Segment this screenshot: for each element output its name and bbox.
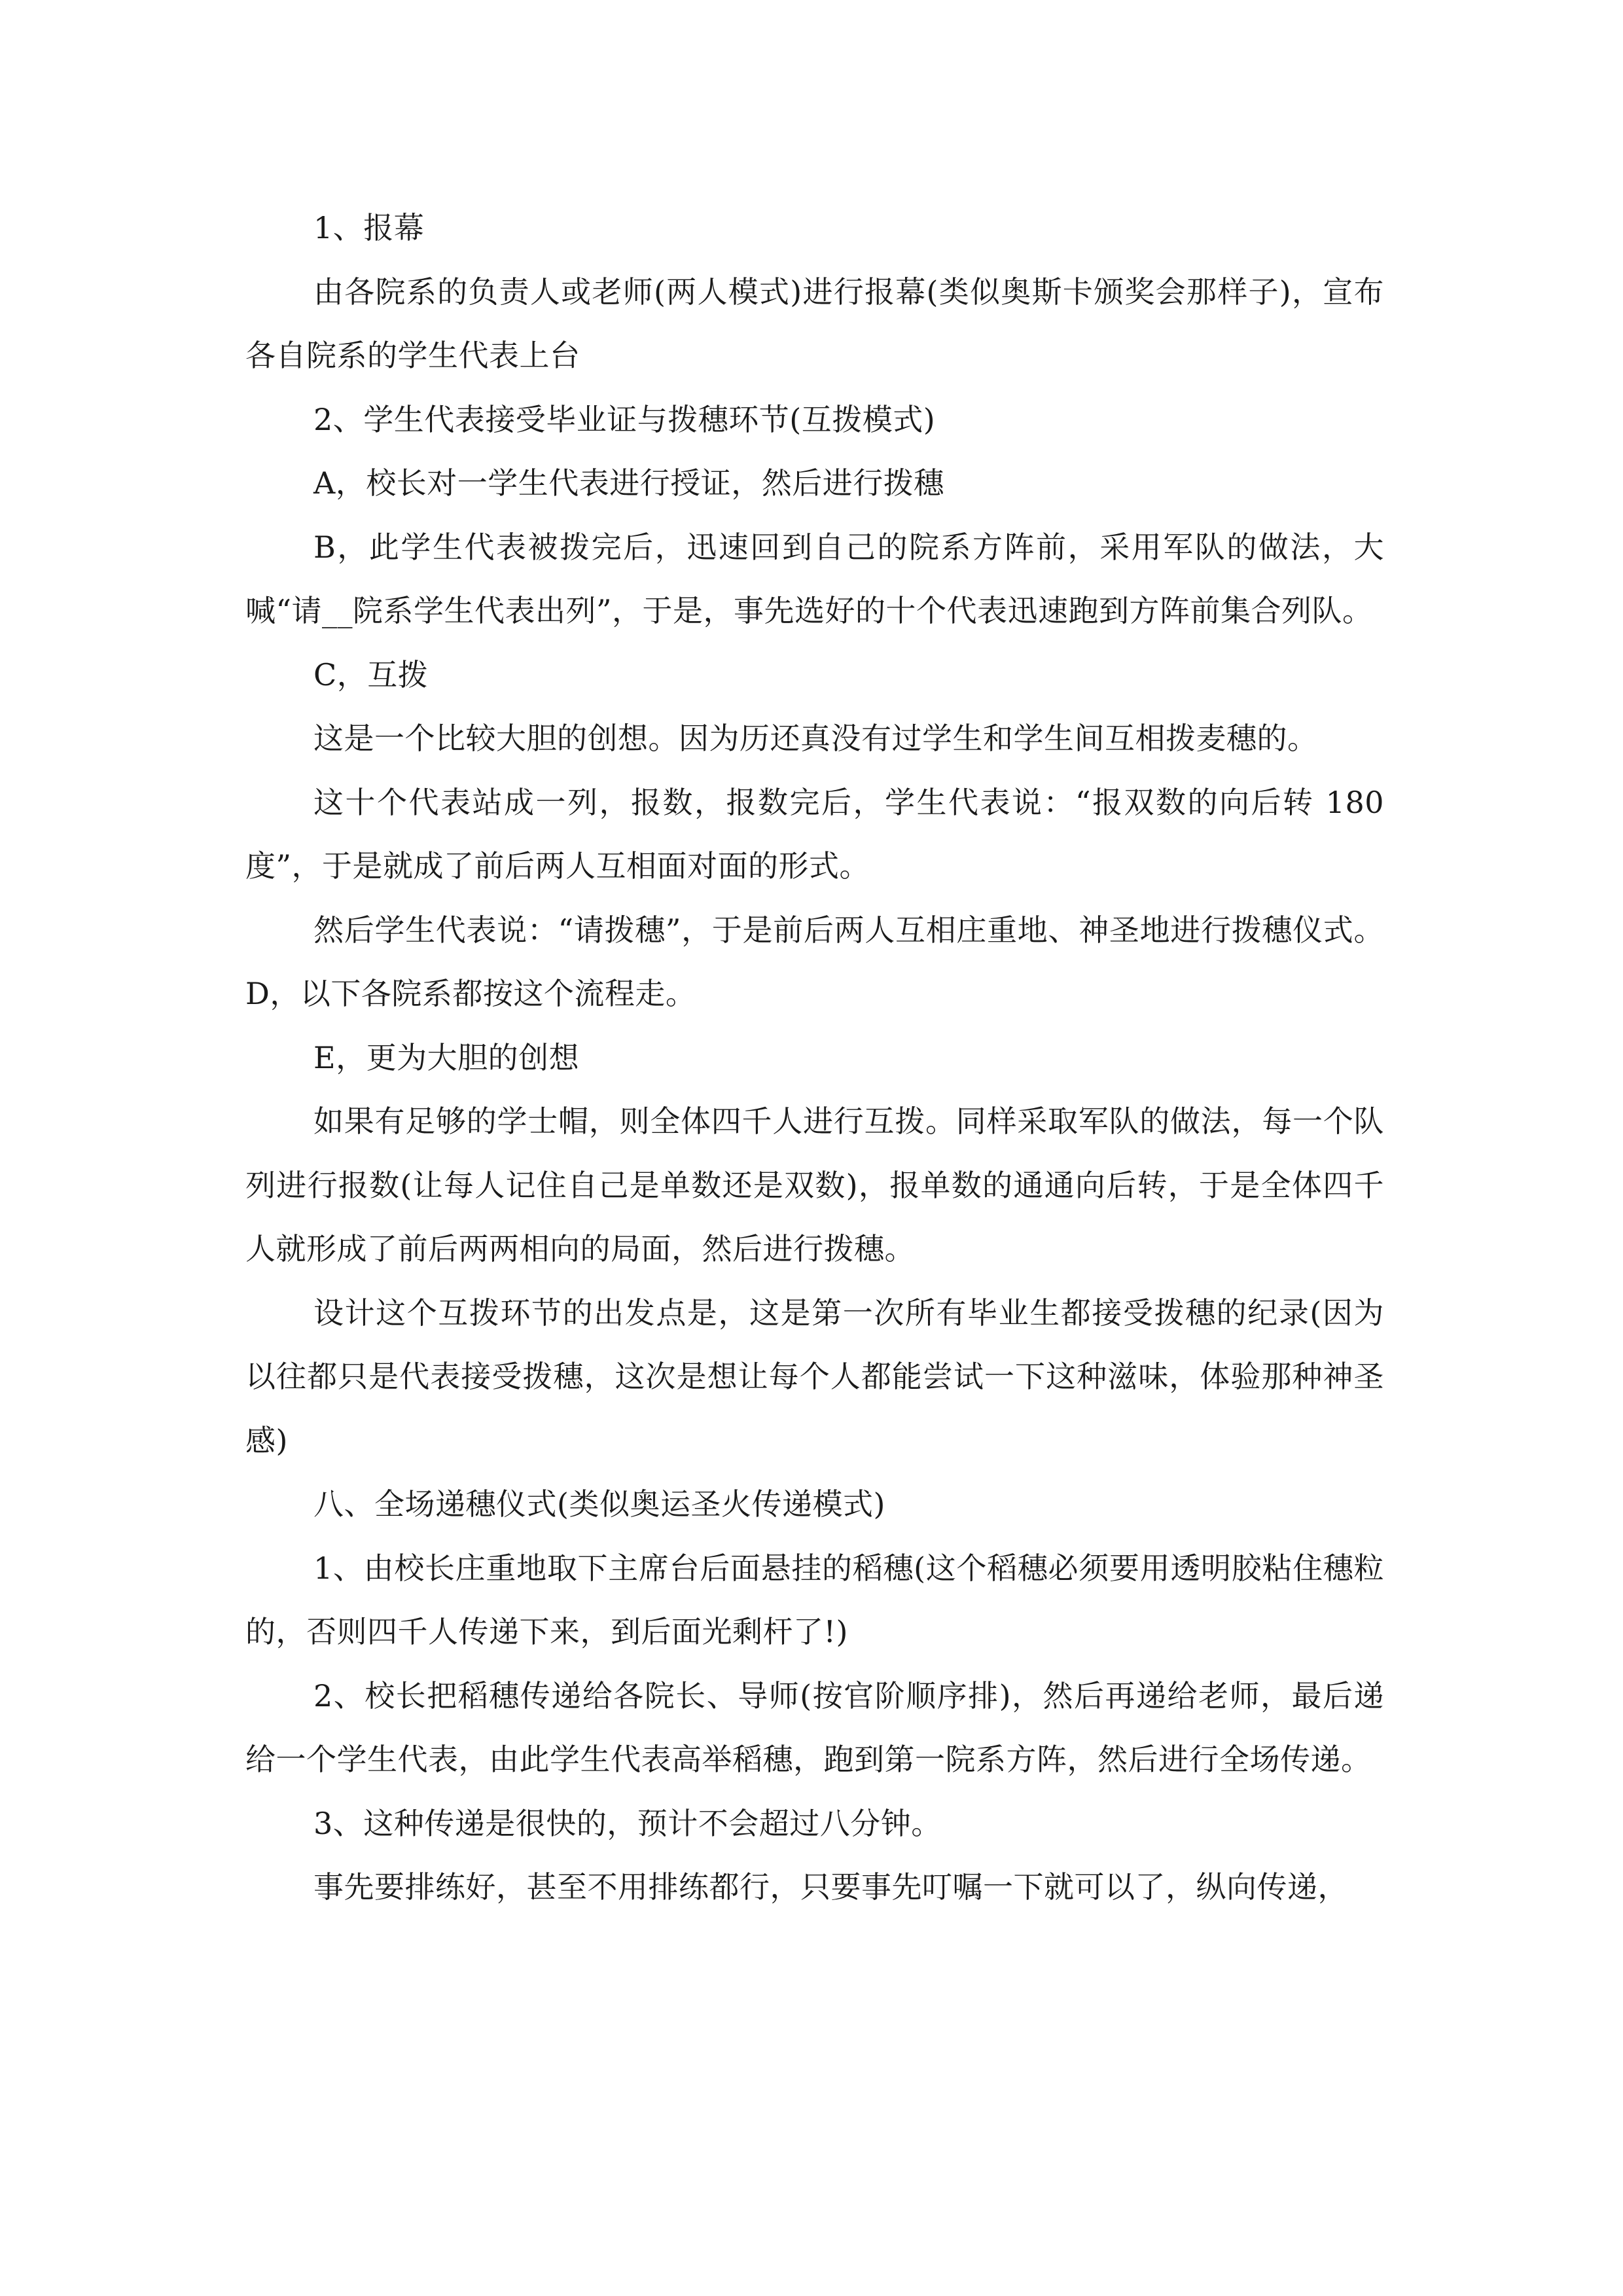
paragraph: 3、这种传递是很快的，预计不会超过八分钟。 [313, 1805, 942, 1841]
paragraph: 1、由校长庄重地取下主席台后面悬挂的稻穗(这个稻穗必须要用透明胶粘住穗粒的，否则四千人传递下来，到后面光剩杆了!) [245, 1550, 1384, 1649]
paragraph: E，更为大胆的创想 [313, 1039, 580, 1075]
paragraph: 2、校长把稻穗传递给各院长、导师(按官阶顺序排)，然后再递给老师，最后递给一个学生代表，由此学生代表高举稻穗，跑到第一院系方阵，然后进行全场传递。 [245, 1677, 1384, 1777]
paragraph: A，校长对一学生代表进行授证，然后进行拨穗 [313, 465, 944, 501]
paragraph: C，互拨 [313, 656, 429, 692]
section-heading: 八、全场递穗仪式(类似奥运圣火传递模式) [313, 1486, 885, 1522]
document-body [245, 196, 1384, 1920]
paragraph: 2、学生代表接受毕业证与拨穗环节(互拨模式) [313, 401, 936, 437]
paragraph: 事先要排练好，甚至不用排练都行，只要事先叮嘱一下就可以了，纵向传递， [313, 1869, 1348, 1905]
paragraph: 这十个代表站成一列，报数，报数完后，学生代表说：“报双数的向后转 180 度”，于是就成了前后两人互相面对面的形式。 [245, 784, 1384, 884]
paragraph: 由各院系的负责人或老师(两人模式)进行报幕(类似奥斯卡颁奖会那样子)，宣布各自院系的学生代表上台 [245, 274, 1384, 373]
paragraph: B，此学生代表被拨完后，迅速回到自己的院系方阵前，采用军队的做法，大喊“请__院系学生代表出列”，于是，事先选好的十个代表迅速跑到方阵前集合列队。 [245, 529, 1384, 628]
paragraph: 然后学生代表说：“请拨穗”，于是前后两人互相庄重地、神圣地进行拨穗仪式。 D，以下各院系都按这个流程走。 [245, 912, 1384, 1011]
paragraph: 如果有足够的学士帽，则全体四千人进行互拨。同样采取军队的做法，每一个队列进行报数(让每人记住自己是单数还是双数)，报单数的通通向后转，于是全体四千人就形成了前后两两相向的局面，然后进行拨穗。 [245, 1103, 1384, 1266]
paragraph: 1、报幕 [313, 210, 425, 245]
paragraph: 这是一个比较大胆的创想。因为历还真没有过学生和学生间互相拨麦穗的。 [313, 721, 1318, 756]
paragraph: 设计这个互拨环节的出发点是，这是第一次所有毕业生都接受拨穗的纪录(因为以往都只是代表接受拨穗，这次是想让每个人都能尝试一下这种滋味，体验那种神圣感) [245, 1295, 1384, 1458]
